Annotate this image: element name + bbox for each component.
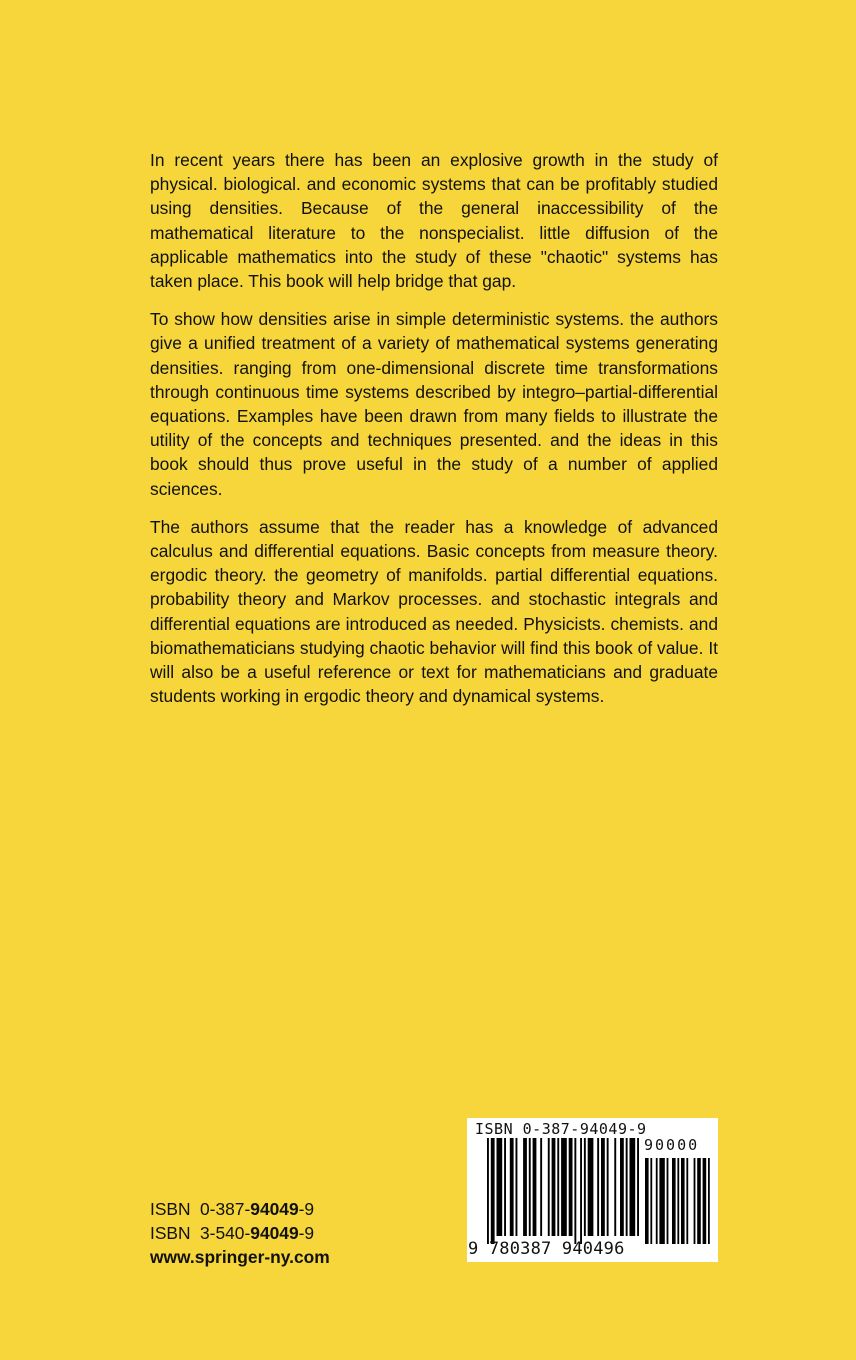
barcode-isbn-text: ISBN 0-387-94049-9 (475, 1120, 647, 1138)
isbn-check-digit: -9 (298, 1223, 315, 1243)
isbn-line-2 (150, 1221, 330, 1245)
publisher-url[interactable]: www.springer-ny.com (150, 1247, 330, 1267)
blurb-paragraph-2: To show how densities arise in simple deterministic systems. the authors give a unified treatment of a variety of mathematical systems generating densities. ranging from one-dimensional discrete time transformations through continuous time systems described by integro–partial-differential equations. Examples have been drawn from many fields to illustrate the utility of the concepts and techniques presented. and the ideas in this book should thus prove useful in the study of a number of applied sciences. (150, 309, 718, 499)
isbn-label: ISBN (150, 1199, 191, 1219)
isbn-title-code: 94049 (250, 1199, 299, 1219)
isbn-label: ISBN (150, 1223, 191, 1243)
isbn-check-digit: -9 (298, 1199, 315, 1219)
barcode-number-text: 9 780387 940496 (468, 1239, 625, 1259)
barcode-label (467, 1118, 718, 1262)
isbn-block (150, 1197, 330, 1269)
back-cover-blurb (150, 148, 718, 722)
blurb-paragraph-3: The authors assume that the reader has a knowledge of advanced calculus and differential equations. Basic concepts from measure theory. ergodic theory. the geometry of manifolds. partial differential equations. probability theory and Markov processes. and stochastic integrals and differential equations are introduced as needed. Physicists. chemists. and biomathematicians studying chaotic behavior will find this book of value. It will also be a useful reference or text for mathematicians and graduate students working in ergodic theory and dynamical systems. (150, 516, 718, 707)
isbn-title-code: 94049 (250, 1223, 299, 1243)
blurb-paragraph-1: In recent years there has been an explosive growth in the study of physical. biological. and economic systems that can be profitably studied using densities. Because of the general inaccessibility of the mathematical literature to the nonspecialist. little diffusion of the applicable mathematics into the study of these "chaotic" systems has taken place. This book will help bridge that gap. (150, 150, 718, 292)
barcode-addon-text: 90000 (644, 1136, 700, 1154)
isbn-prefix: 3-540- (200, 1223, 251, 1243)
isbn-line-1 (150, 1197, 330, 1221)
isbn-prefix: 0-387- (200, 1199, 251, 1219)
